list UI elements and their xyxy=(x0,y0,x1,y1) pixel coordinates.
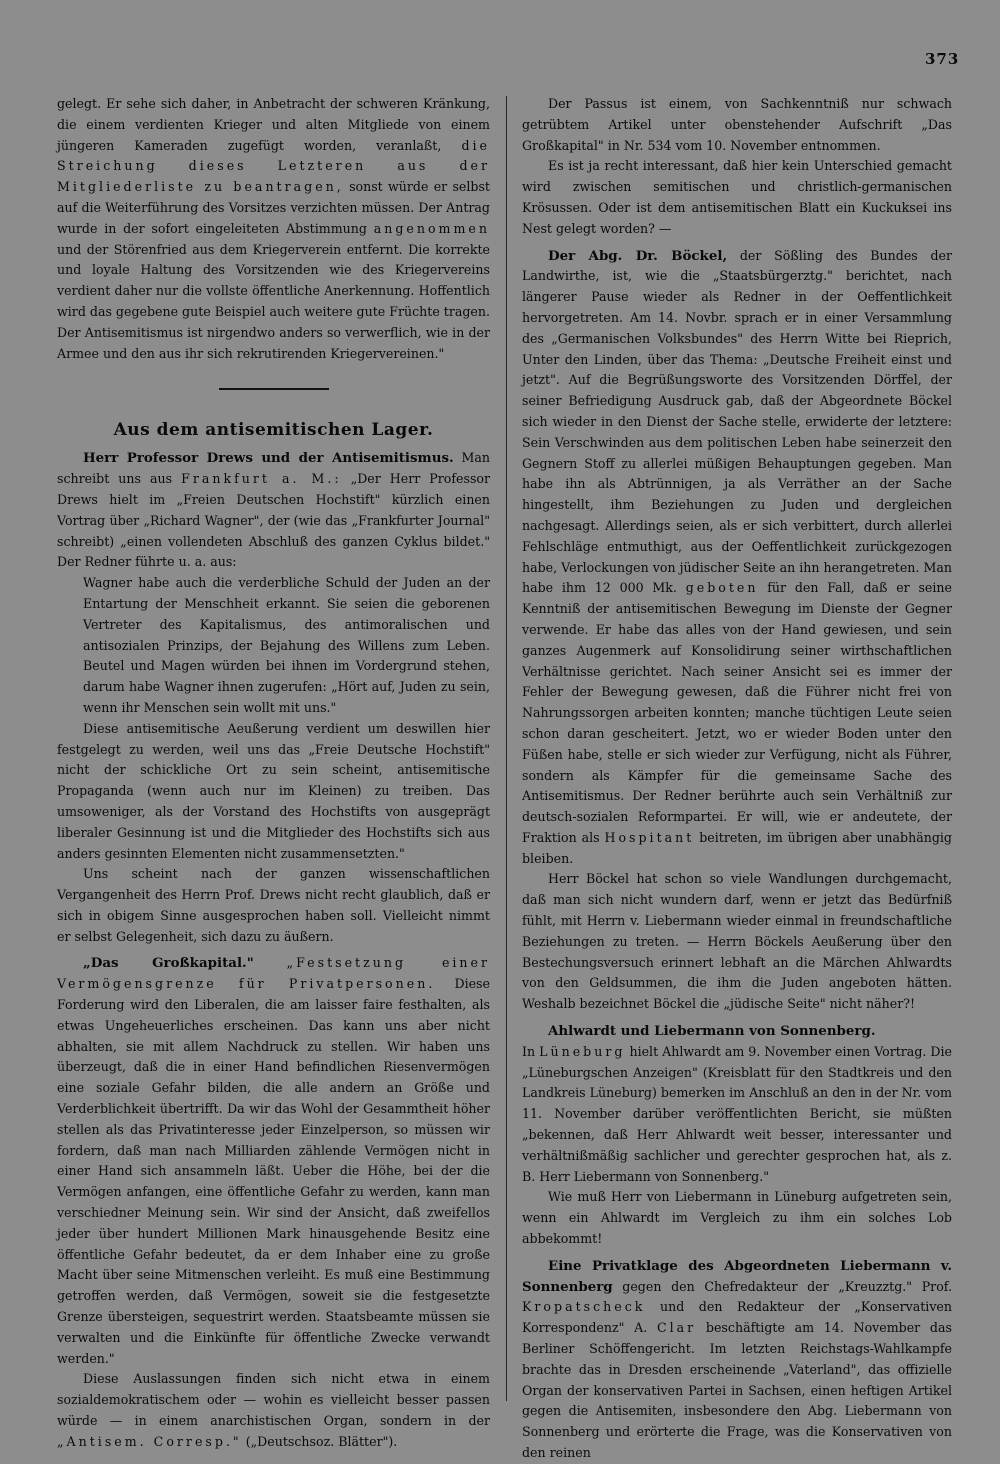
closing-paragraph xyxy=(57,94,490,364)
paragraph xyxy=(522,1042,952,1188)
paragraph xyxy=(57,1369,490,1452)
left-column xyxy=(57,94,490,1453)
article-ahlwardt xyxy=(522,1021,952,1042)
spaced-text: die Streichung dieses Letzteren aus der Mitgliederliste zu beantragen, xyxy=(57,137,490,195)
text-run: der Sößling des Bundes der Landwirthe, ist, wie die „Staatsbürgerztg." berichtet, nach längerer Pause wieder als Redner in der Oeffentlichkeit hervorgetreten. Am 14. Novbr. sprach er in einer Versammlung des „Germanischen Volksbundes" des Herrn Witte bei Rieprich, Unter den Linden, über das Thema: „Deutsche Freiheit einst und jetzt". Auf die Begrüßungsworte des Vorsitzenden Dörffel, der seiner Befriedigung Ausdruck gab, daß der Abgeordnete Böckel sich wieder in den Dienst der Sache stelle, erwiderte der letztere: Sein Verschwinden aus dem politischen Leben habe seinerzeit den Gegnern Stoff zu allerlei müßigen Behauptungen gegeben. Man habe ihn als Abtrünnigen, ja als Verräther an der Sache hingestellt, ihm Beziehungen zu Juden und dergleichen nachgesagt. Allerdings seien, als er sich verbittert, durch allerlei Fehlschläge entmuthigt, aus der Oeffentlichkeit zurückgezogen habe, Verlockungen von jüdischer Seite an ihn herangetreten. Man habe ihm 12 000 Mk. xyxy=(522,247,952,596)
paragraph: Herr Böckel hat schon so viele Wandlungen durchgemacht, daß man sich nicht wundern darf, wenn er jetzt das Bedürfniß fühlt, mit Herrn v. Liebermann wieder einmal in freundschaftliche Beziehungen zu treten. — Herrn Böckels Aeußerung über den Bestechungsversuch erinnert lebhaft an die Märchen Ahlwardts von den Geldsummen, die ihm die Juden angeboten hätten. Weshalb bezeichnet Böckel die „jüdische Seite" nicht näher?! xyxy=(522,871,952,1012)
article-heading: Ahlwardt und Liebermann von Sonnenberg. xyxy=(548,1023,876,1040)
article-drews xyxy=(57,448,490,573)
text-run: gelegt. Er sehe sich daher, in Anbetracht der schweren Kränkung, die einem verdienten Krieger und alten Mitgliede von einem jüngeren Kameraden zugefügt worden, veranlaßt, xyxy=(57,96,490,153)
paragraph: Diese antisemitische Aeußerung verdient um deswillen hier festgelegt zu werden, weil uns das „Freie Deutsche Hochstift" nicht der schickliche Ort zu sein scheint, antisemitische Propaganda (wenn auch nur im Kleinen) zu treiben. Das umsoweniger, als der Vorstand des Hochstifts von ausgeprägt liberaler Gesinnung ist und die Mitglieder des Hochstifts sich aus anders gesinnten Elementen nicht zusammensetzten." xyxy=(57,720,490,861)
spaced-text: „Antisem. Corresp." xyxy=(57,1433,242,1449)
spaced-text: Kropatscheck xyxy=(522,1299,646,1315)
paragraph: Der Passus ist einem, von Sachkenntniß nur schwach getrübtem Artikel unter obenstehender Aufschrift „Das Großkapital" in Nr. 534 vom 10. November entnommen. xyxy=(522,96,952,153)
text-run: und der Störenfried aus dem Kriegerverein entfernt. Die korrekte und loyale Haltung des Vorsitzenden wie des Kriegervereins verdient daher nur die vollste öffentliche Anerkennung. Hoffentlich wird das gegebene gute Beispiel auch weitere gute Früchte tragen. Der Antisemitismus ist nirgendwo anders so verwerflich, wie in der Armee und den aus ihr sich rekrutirenden Kriegervereinen." xyxy=(57,241,490,361)
spaced-text: angenommen xyxy=(373,220,490,236)
paragraph: Uns scheint nach der ganzen wissenschaftlichen Vergangenheit des Herrn Prof. Drews nicht recht glaublich, daß er sich in obigem Sinne ausgesprochen haben soll. Vielleicht nimmt er selbst Gelegenheit, sich dazu zu äußern. xyxy=(57,866,490,944)
text-run: sonst würde er selbst auf die Weiterführung des Vorsitzes verzichten müssen. Der Antrag wurde in der sofort eingeleiteten Abstimmung xyxy=(57,179,490,236)
article-heading: „Das Großkapital." xyxy=(83,955,254,972)
article-privatklage xyxy=(522,1256,952,1464)
text-run: beschäftigte am 14. November das Berliner Schöffengericht. Im letzten Reichstags-Wahlkampfe brachte das in Dresden erscheinende „Vaterland", das offizielle Organ der konservativen Partei in Sachsen, einen heftigen Artikel gegen die Antisemiten, insbesondere den Abg. Liebermann von Sonnenberg und erörterte die Frage, was die Konservativen von den reinen xyxy=(522,1320,952,1460)
article-heading: Der Abg. Dr. Böckel, xyxy=(548,247,728,264)
article-heading: Herr Professor Drews und der Antisemitismus. xyxy=(83,450,454,467)
spaced-text: Hospitant xyxy=(604,829,695,845)
text-run: („Deutschsoz. Blätter"). xyxy=(245,1433,398,1449)
right-column xyxy=(522,94,952,1464)
article-heading: Eine Privatklage des Abgeordneten Liebermann v. Sonnenberg xyxy=(522,1257,952,1295)
text-run: In xyxy=(522,1043,536,1059)
text-run: und den Redakteur der „Konservativen Korrespondenz" A. xyxy=(522,1299,952,1336)
text-run: hielt Ahlwardt am 9. November einen Vortrag. Die „Lüneburgschen Anzeigen" (Kreisblatt für den Stadtkreis und den Landkreis Lüneburg) bemerken im Anschluß an den in der Nr. vom 11. November darüber veröffentlichten Bericht, sie müßten „bekennen, daß Herr Ahlwardt weit besser, interessanter und verhältnißmäßig sachlicher und gerechter gesprochen hat, als z. B. Herr Liebermann von Sonnenberg." xyxy=(522,1043,952,1184)
paragraph: Wie muß Herr von Liebermann in Lüneburg aufgetreten sein, wenn ein Ahlwardt im Vergleich zu ihm ein solches Lob abbekommt! xyxy=(522,1189,952,1247)
spaced-text: Frankfurt a. M.: xyxy=(181,471,342,487)
text-run: Diese Auslassungen finden sich nicht etwa in einem sozialdemokratischem oder — wohin es vielleicht besser passen würde — in einem anarchistischen Organ, sondern in der xyxy=(57,1371,490,1429)
paragraph: Es ist ja recht interessant, daß hier kein Unterschied gemacht wird zwischen semitischen und christlich-germanischen Krösussen. Oder ist dem antisemitischen Blatt ein Kuckuksei ins Nest gelegt worden? — xyxy=(522,158,952,236)
block-quote: Wagner habe auch die verderbliche Schuld der Juden an der Entartung der Menschheit erkannt. Sie seien die geborenen Vertreter des Kapitalismus, des antimoralischen und antisozialen Prinzips, der Bejahung des Willens zum Leben. Beutel und Magen würden bei ihnen im Vordergrund stehen, darum habe Wagner ihnen zugerufen: „Hört auf, Juden zu sein, wenn ihr Menschen sein wollt mit uns." xyxy=(83,575,490,715)
section-title: Aus dem antisemitischen Lager. xyxy=(113,420,434,441)
text-run: „Der Herr Professor Drews hielt im „Freien Deutschen Hochstift" kürzlich einen Vortrag über „Richard Wagner", der (wie das „Frankfurter Journal" schreibt) „einen vollendeten Abschluß des ganzen Cyklus bildet." Der Redner führte u. a. aus: xyxy=(57,471,491,570)
spaced-text: Clar xyxy=(656,1320,697,1336)
text-run: gegen den Chefredakteur der „Kreuzztg." Prof. xyxy=(622,1278,952,1294)
article-grosskapital xyxy=(57,953,490,1369)
text-run: Diese Forderung wird den Liberalen, die am laisser faire festhalten, als etwas Ungeheuerliches erscheinen. Das kann uns aber nicht abhalten, sie mit allem Nachdruck zu stellen. Wir haben uns überzeugt, daß die in einer Hand befindlichen Riesenvermögen eine soziale Gefahr bilden, die alle andern an Größe und Verderblichkeit übertrifft. Da wir das Wohl der Gesammtheit höher stellen als das Privatinteresse jeder Einzelperson, so müssen wir fordern, daß man nach Milliarden zählende Vermögen nicht in einer Hand sich ansammeln läßt. Ueber die Höhe, bei der die Vermögen anfangen, eine öffentliche Gefahr zu werden, kann man verschiedner Meinung sein. Wir sind der Ansicht, daß zweifellos jeder über hundert Millionen Mark hinausgehende Besitz eine öffentliche Gefahr bedeutet, da er dem Inhaber eine zu große Macht über seine Mitmenschen verleiht. Es muß eine Bestimmung getroffen werden, daß Vermögen, soweit sie die festgesetzte Grenze übersteigen, sequestrirt werden. Staatsbeamte müssen sie verwalten und die Einkünfte für öffentliche Zwecke verwandt werden." xyxy=(57,976,490,1366)
spaced-text: Lüneburg xyxy=(539,1043,626,1059)
text-run: Man schreibt uns aus xyxy=(57,450,490,487)
text-run: beitreten, im übrigen aber unabhängig bleiben. xyxy=(522,829,952,866)
spaced-text: „Festsetzung einer Vermögensgrenze für Privatpersonen. xyxy=(57,955,491,992)
article-boeckel xyxy=(522,246,952,870)
spaced-text: geboten xyxy=(685,580,759,596)
page-number: 373 xyxy=(925,50,960,68)
section-separator xyxy=(219,388,329,390)
text-run: für den Fall, daß er seine Kenntniß der antisemitischen Bewegung im Dienste der Gegner verwende. Er habe das alles von der Hand gewiesen, und sein ganzes Augenmerk auf Konsolidirung seiner wirthschaftlichen Verhältnisse gerichtet. Nach seiner Ansicht sei es immer der Fehler der Bewegung gewesen, daß die Führer nicht frei von Nahrungssorgen arbeiten konnten; manche tüchtigen Leute seien schon daran gescheitert. Jetzt, wo er wieder Boden unter den Füßen habe, stelle er sich wieder zur Verfügung, nicht als Führer, sondern als Kämpfer für die gemeinsame Sache des Antisemitismus. Der Redner berührte auch sein Verhältniß zur deutsch-sozialen Reformpartei. Er will, wie er andeutete, der Fraktion als xyxy=(522,580,952,845)
column-divider xyxy=(506,96,507,1401)
